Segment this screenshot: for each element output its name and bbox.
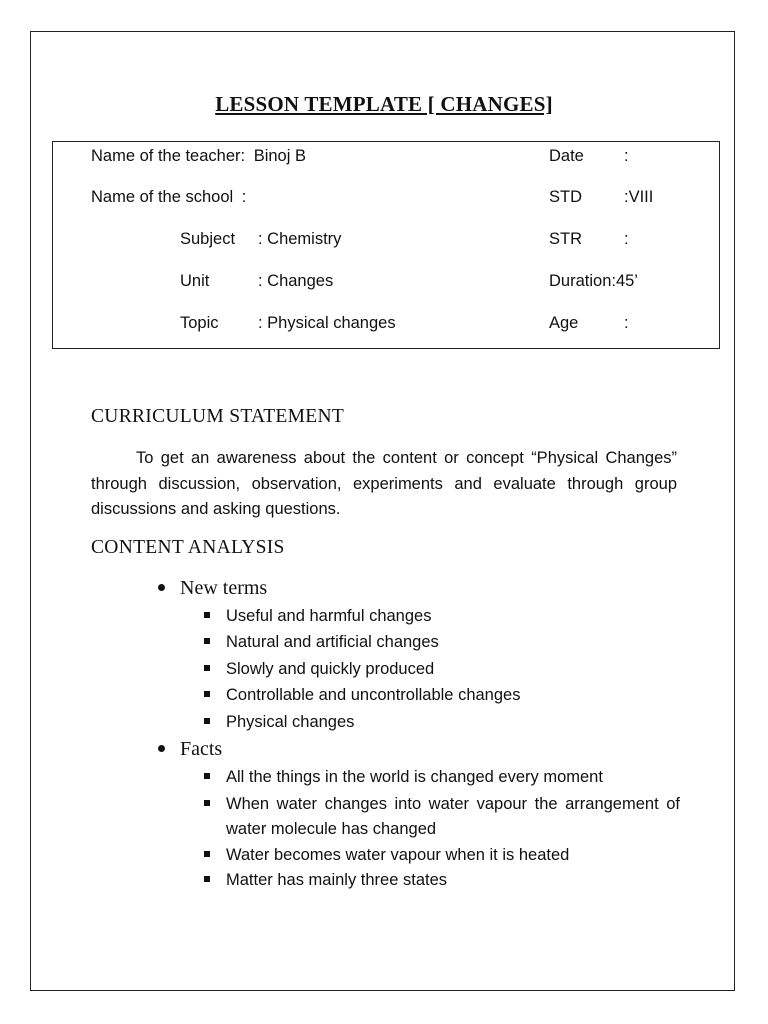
subject-row <box>180 229 341 249</box>
date-label: Date <box>549 147 584 165</box>
square-bullet-icon <box>204 638 210 644</box>
list-item <box>204 657 680 682</box>
square-bullet-icon <box>204 718 210 724</box>
teacher-label: Name of the teacher: <box>91 147 246 165</box>
date-row <box>549 146 629 166</box>
teacher-value: Binoj B <box>253 147 306 165</box>
list-item-text: All the things in the world is changed every moment <box>226 768 603 786</box>
subject-label: Subject <box>180 230 236 248</box>
new-terms-label: New terms <box>180 577 268 599</box>
topic-label: Topic <box>180 314 219 332</box>
square-bullet-icon <box>204 691 210 697</box>
unit-label: Unit <box>180 272 210 290</box>
str-row <box>549 229 629 249</box>
square-bullet-icon <box>204 612 210 618</box>
list-item <box>204 765 680 790</box>
square-bullet-icon <box>204 876 210 882</box>
list-item <box>204 604 680 629</box>
list-item <box>204 843 680 868</box>
topic-value: : Physical changes <box>258 314 396 332</box>
curriculum-text: To get an awareness about the content or concept “Physical Changes” through discussion, observation, experiments and evaluate through group discussions and asking questions. <box>91 449 677 518</box>
new-terms-bullet <box>158 577 267 600</box>
topic-row <box>180 313 396 333</box>
list-item-text: Slowly and quickly produced <box>226 660 435 678</box>
str-value: : <box>624 230 629 248</box>
list-item <box>204 868 680 893</box>
std-row <box>549 187 653 207</box>
list-item-text: When water changes into water vapour the arrangement of water molecule has changed <box>226 795 680 838</box>
list-item <box>204 630 680 655</box>
teacher-row <box>91 146 306 166</box>
bullet-dot-icon <box>158 584 165 591</box>
list-item <box>204 792 680 842</box>
age-value: : <box>624 314 629 332</box>
list-item-text: Natural and artificial changes <box>226 633 439 651</box>
duration-label: Duration:45’ <box>549 272 638 290</box>
school-row <box>91 187 246 207</box>
facts-label: Facts <box>180 738 223 760</box>
square-bullet-icon <box>204 851 210 857</box>
square-bullet-icon <box>204 773 210 779</box>
curriculum-heading: CURRICULUM STATEMENT <box>91 406 345 427</box>
square-bullet-icon <box>204 800 210 806</box>
page-title: LESSON TEMPLATE [ CHANGES] <box>215 92 553 116</box>
std-value: :VIII <box>624 188 654 206</box>
subject-value: : Chemistry <box>258 230 342 248</box>
list-item-text: Water becomes water vapour when it is heated <box>226 846 570 864</box>
std-label: STD <box>549 188 582 206</box>
list-item <box>204 710 680 735</box>
date-value: : <box>624 147 629 165</box>
list-item-text: Useful and harmful changes <box>226 607 432 625</box>
duration-row <box>549 271 638 291</box>
school-value: : <box>241 188 247 206</box>
age-label: Age <box>549 314 579 332</box>
list-item-text: Controllable and uncontrollable changes <box>226 686 521 704</box>
list-item-text: Physical changes <box>226 713 355 731</box>
facts-bullet <box>158 738 222 761</box>
list-item <box>204 683 680 708</box>
list-item-text: Matter has mainly three states <box>226 871 448 889</box>
age-row <box>549 313 629 333</box>
content-analysis-heading: CONTENT ANALYSIS <box>91 537 285 558</box>
bullet-dot-icon <box>158 745 165 752</box>
square-bullet-icon <box>204 665 210 671</box>
str-label: STR <box>549 230 582 248</box>
school-label: Name of the school <box>91 188 234 206</box>
unit-value: : Changes <box>258 272 334 290</box>
unit-row <box>180 271 333 291</box>
